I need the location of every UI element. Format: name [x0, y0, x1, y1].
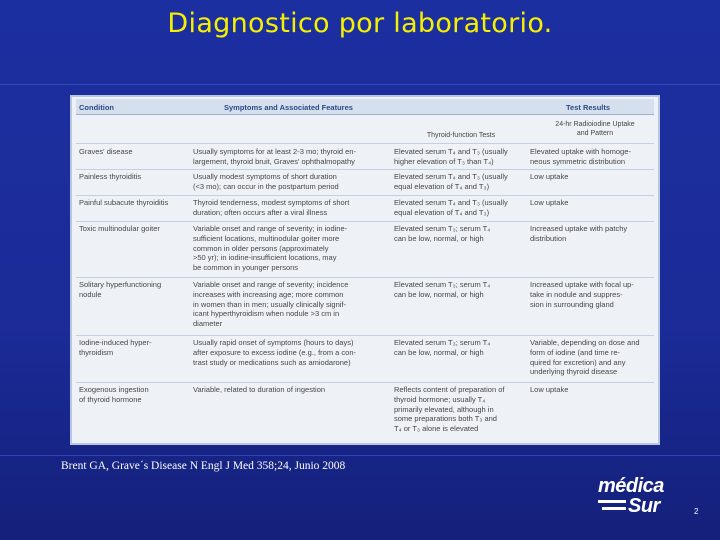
cell-condition: Solitary hyperfunctioning nodule [79, 280, 162, 299]
cell-thyroid-tests: Elevated serum T₄ and T₃ (usually higher elevation of T₃ than T₄) [394, 147, 508, 166]
subheader-thyroid-tests: Thyroid-function Tests [426, 132, 496, 139]
cell-uptake: Low uptake [530, 172, 569, 181]
table-panel [70, 95, 660, 445]
cell-thyroid-tests: Elevated serum T₄ and T₃ (usually equal elevation of T₄ and T₃) [394, 172, 508, 191]
cell-uptake: Increased uptake with patchy distribution [530, 224, 628, 243]
header-symptoms: Symptoms and Associated Features [224, 103, 353, 112]
row-divider [76, 335, 654, 336]
logo-line1: médica [598, 475, 664, 497]
cell-symptoms: Usually modest symptoms of short duration (<3 mo); can occur in the postpartum period [193, 172, 339, 191]
row-divider [76, 277, 654, 278]
cell-uptake: Low uptake [530, 385, 569, 394]
logo-line2: Sur [628, 495, 660, 517]
header-test-results: Test Results [566, 103, 611, 112]
cell-thyroid-tests: Elevated serum T₄ and T₃ (usually equal elevation of T₄ and T₃) [394, 198, 508, 217]
cell-thyroid-tests: Elevated serum T₃; serum T₄ can be low, normal, or high [394, 224, 491, 243]
cell-thyroid-tests: Elevated serum T₃; serum T₄ can be low, normal, or high [394, 280, 491, 299]
row-divider [76, 195, 654, 196]
cell-condition: Iodine-induced hyper- thyroidism [79, 338, 152, 357]
cell-uptake: Elevated uptake with homoge- neous symmetric distribution [530, 147, 631, 166]
row-divider [76, 221, 654, 222]
cell-uptake: Low uptake [530, 198, 569, 207]
cell-symptoms: Usually rapid onset of symptoms (hours to days) after exposure to excess iodine (e.g., from a con- trast study or medications such as amiodarone) [193, 338, 356, 367]
cell-symptoms: Usually symptoms for at least 2-3 mo; thyroid en- largement, thyroid bruit, Graves' ophthalmopathy [193, 147, 356, 166]
row-divider [76, 382, 654, 383]
table [76, 99, 654, 441]
medica-sur-logo [598, 476, 702, 522]
row-divider [76, 169, 654, 170]
bottom-divider [0, 455, 720, 456]
cell-uptake: Increased uptake with focal up- take in nodule and suppres- sion in surrounding gland [530, 280, 634, 309]
cell-symptoms: Thyroid tenderness, modest symptoms of short duration; often occurs after a viral illness [193, 198, 350, 217]
cell-condition: Exogenous ingestion of thyroid hormone [79, 385, 149, 404]
cell-symptoms: Variable onset and range of severity; in iodine- sufficient locations, multinodular goiter more common in older persons (approximately >50 yr); in iodine-insufficient locations, may be common in younger persons [193, 224, 348, 273]
subheader-radioiodine: 24-hr Radioiodine Uptake and Pattern [555, 121, 635, 137]
page-number: 2 [694, 507, 699, 516]
cell-condition: Painful subacute thyroiditis [79, 198, 169, 207]
top-divider [0, 84, 720, 85]
slide-title: Diagnostico por laboratorio. [167, 8, 553, 39]
cell-symptoms: Variable onset and range of severity; incidence increases with increasing age; more common in women than in men; usually clinically signif- icant hyperthyroidism when nodule >3 cm in diameter [193, 280, 349, 329]
cell-thyroid-tests: Elevated serum T₃; serum T₄ can be low, normal, or high [394, 338, 491, 357]
cell-thyroid-tests: Reflects content of preparation of thyroid hormone; usually T₄ primarily elevated, although in some preparations both T₃ and T₄ or T₃ alone is elevated [394, 385, 505, 434]
cell-condition: Graves' disease [79, 147, 133, 156]
logo-swoosh-icon [598, 498, 628, 514]
cell-condition: Toxic multinodular goiter [79, 224, 160, 233]
cell-uptake: Variable, depending on dose and form of iodine (and time re- quired for excretion) and any underlying thyroid disease [530, 338, 640, 377]
header-condition: Condition [79, 103, 114, 112]
cell-condition: Painless thyroiditis [79, 172, 142, 181]
header-rule [76, 143, 654, 144]
cell-symptoms: Variable, related to duration of ingestion [193, 385, 326, 394]
citation: Brent GA, Grave´s Disease N Engl J Med 358;24, Junio 2008 [61, 460, 346, 472]
